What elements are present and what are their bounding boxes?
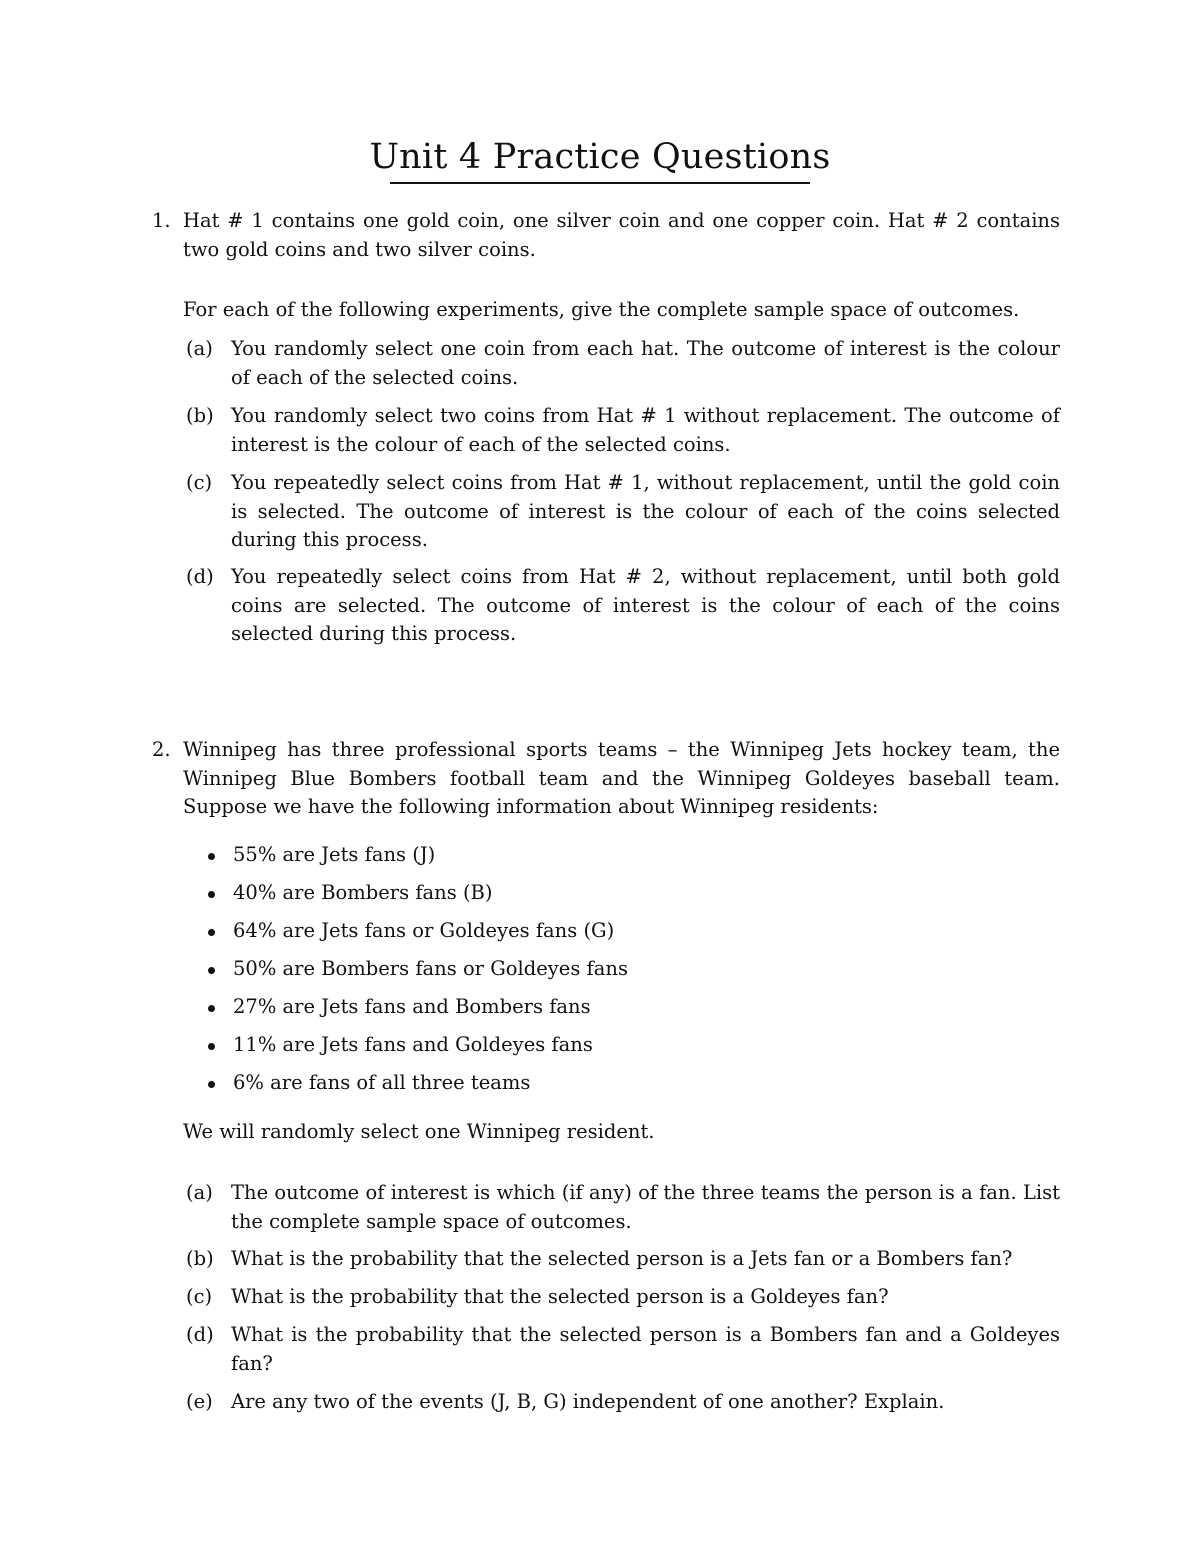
part-text: What is the probability that the selected person is a Jets fan or a Bombers fan? (231, 1247, 1013, 1270)
question-1-intro: For each of the following experiments, give the complete sample space of outcomes. (183, 298, 1020, 321)
part-text: What is the probability that the selected person is a Bombers fan and a Goldeyes fan? (231, 1323, 1060, 1375)
bullet-text: 27% are Jets fans and Bombers fans (233, 995, 591, 1018)
bullet-text: 6% are fans of all three teams (233, 1071, 531, 1094)
fact-bullet (208, 993, 908, 1022)
part-text: What is the probability that the selected person is a Goldeyes fan? (231, 1285, 889, 1308)
fact-bullet (208, 841, 908, 870)
question-number: 1. (152, 209, 171, 232)
question-2-part-a (186, 1179, 1060, 1236)
bullet-dot (208, 1081, 215, 1088)
bullet-dot (208, 891, 215, 898)
part-text: You repeatedly select coins from Hat # 2, without replacement, until both gold coins are selected. The outcome of interest is the colour of each of the coins selected during this process. (231, 565, 1060, 645)
bullet-text: 11% are Jets fans and Goldeyes fans (233, 1033, 593, 1056)
part-text: You randomly select one coin from each hat. The outcome of interest is the colour of each of the selected coins. (231, 337, 1060, 389)
fact-bullet (208, 879, 908, 908)
bullet-dot (208, 929, 215, 936)
part-text: You randomly select two coins from Hat # 1 without replacement. The outcome of interest is the colour of each of the selected coins. (231, 404, 1060, 456)
question-1-part-c (186, 469, 1060, 555)
question-2 (152, 736, 1060, 822)
question-text: Hat # 1 contains one gold coin, one silver coin and one copper coin. Hat # 2 contains two gold coins and two silver coins. (183, 209, 1060, 261)
bullet-dot (208, 1005, 215, 1012)
bullet-text: 50% are Bombers fans or Goldeyes fans (233, 957, 628, 980)
part-label: (d) (186, 1323, 214, 1346)
bullet-text: 55% are Jets fans (J) (233, 843, 436, 866)
bullet-text: 40% are Bombers fans (B) (233, 881, 493, 904)
part-label: (c) (186, 471, 213, 494)
part-label: (a) (186, 337, 213, 360)
part-label: (a) (186, 1181, 213, 1204)
question-2-part-e (186, 1388, 1060, 1417)
part-text: You repeatedly select coins from Hat # 1, without replacement, until the gold coin is selected. The outcome of interest is the colour of each of the coins selected during this process. (231, 471, 1060, 551)
part-text: Are any two of the events (J, B, G) independent of one another? Explain. (231, 1390, 945, 1413)
part-label: (b) (186, 404, 214, 427)
question-2-part-b (186, 1245, 1060, 1274)
bullet-dot (208, 1043, 215, 1050)
question-2-intro: We will randomly select one Winnipeg resident. (183, 1120, 655, 1143)
part-label: (b) (186, 1247, 214, 1270)
title-underline (390, 182, 810, 184)
question-2-part-d (186, 1321, 1060, 1378)
question-text: Winnipeg has three professional sports teams – the Winnipeg Jets hockey team, the Winnipeg Blue Bombers football team and the Winnipeg Goldeyes baseball team. Suppose we have the following information about Winnipeg residents: (183, 738, 1060, 818)
bullet-dot (208, 853, 215, 860)
bullet-text: 64% are Jets fans or Goldeyes fans (G) (233, 919, 615, 942)
question-2-part-c (186, 1283, 1060, 1312)
part-label: (d) (186, 565, 214, 588)
question-1-part-b (186, 402, 1060, 459)
part-label: (c) (186, 1285, 213, 1308)
page-title: Unit 4 Practice Questions (369, 137, 831, 177)
question-1 (152, 207, 1060, 264)
part-text: The outcome of interest is which (if any) of the three teams the person is a fan. List the complete sample space of outcomes. (231, 1181, 1060, 1233)
bullet-dot (208, 967, 215, 974)
question-1-part-d (186, 563, 1060, 649)
fact-bullet (208, 1031, 908, 1060)
fact-bullet (208, 917, 908, 946)
question-number: 2. (152, 738, 171, 761)
fact-bullet (208, 955, 908, 984)
fact-bullet (208, 1069, 908, 1098)
part-label: (e) (186, 1390, 213, 1413)
question-1-part-a (186, 335, 1060, 392)
